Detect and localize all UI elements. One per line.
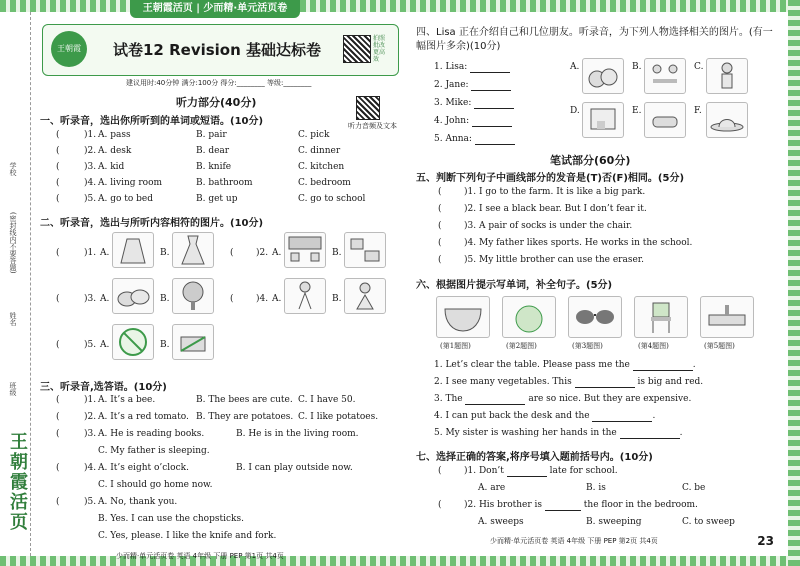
spine-seal-note: (密封线内不要答题) — [9, 212, 17, 274]
answer-paren[interactable]: ( — [56, 429, 60, 439]
option-a: A. It’s a red tomato. — [98, 412, 189, 422]
top-banner: 王朝霞活页 | 少而精·单元活页卷 — [130, 0, 300, 18]
answer-paren[interactable]: ( — [438, 221, 442, 231]
boy-reading-icon[interactable] — [284, 278, 326, 314]
section-1-title: 一、听录音，选出你所听到的单词或短语。(10分) — [40, 116, 264, 127]
q-num: )2. — [84, 412, 97, 422]
binding-spine — [0, 12, 31, 556]
pic-label: A. — [570, 62, 580, 72]
option-b: B. dear — [196, 146, 230, 156]
answer-paren[interactable]: ( — [56, 294, 60, 304]
answer-blank[interactable] — [471, 80, 511, 91]
tree-icon[interactable] — [172, 278, 214, 314]
option-a: A. It’s eight o’clock. — [98, 463, 189, 473]
pic-caption: (第5题图) — [704, 342, 735, 350]
q-text: My little brother can use the eraser. — [478, 255, 644, 265]
page-number: 23 — [757, 534, 774, 548]
q-text: the floor in the bedroom. — [583, 500, 698, 510]
tomato-icon[interactable] — [502, 296, 556, 338]
vegetables-icon[interactable] — [582, 58, 624, 94]
girl-sitting-icon[interactable] — [344, 278, 386, 314]
chair-icon[interactable] — [634, 296, 688, 338]
person-label: 2. Jane: — [434, 80, 469, 90]
answer-blank[interactable] — [472, 116, 512, 127]
pic-caption: (第2题图) — [506, 342, 537, 350]
sentence-text: . — [652, 411, 656, 421]
sentence-text: is big and red. — [637, 377, 704, 387]
potatoes-icon[interactable] — [112, 278, 154, 314]
q-row — [464, 500, 698, 511]
q-num: )4. — [84, 463, 97, 473]
q-num: )4. — [256, 294, 269, 304]
q-num: )2. — [256, 248, 269, 258]
option-label-b: B. — [160, 340, 170, 350]
option-b: B. knife — [196, 162, 232, 172]
answer-blank[interactable] — [575, 377, 635, 388]
option-label-a: A. — [272, 248, 282, 258]
answer-paren[interactable]: ( — [438, 500, 442, 510]
answer-paren[interactable]: ( — [56, 395, 60, 405]
listening-qr-caption: 听力音频及文本 — [348, 122, 397, 130]
q-row — [464, 238, 692, 248]
answer-paren[interactable]: ( — [438, 255, 442, 265]
answer-blank[interactable] — [465, 394, 525, 405]
q-num: )3. — [84, 294, 97, 304]
decorative-border-top — [0, 0, 800, 12]
option-label-a: A. — [100, 248, 110, 258]
answer-blank[interactable] — [545, 500, 581, 511]
q-text: late for school. — [549, 466, 618, 476]
option-c: C. be — [682, 483, 706, 493]
q-num: )1. — [84, 248, 97, 258]
sentence-text: . — [679, 428, 683, 438]
exam-title: 试卷12 Revision 基础达标卷 — [113, 41, 322, 59]
option-a: A. He is reading books. — [98, 429, 205, 439]
option-b: B. pair — [196, 130, 227, 140]
option-a: A. are — [478, 483, 506, 493]
pic-label: B. — [632, 62, 642, 72]
q-num: )1. — [84, 130, 97, 140]
option-label-b: B. — [160, 248, 170, 258]
answer-paren[interactable]: ( — [56, 130, 74, 140]
q-text: My father likes sports. He works in the school. — [478, 238, 693, 248]
option-c: C. Yes, please. I like the knife and fork. — [98, 531, 277, 541]
written-part-heading: 笔试部分(60分) — [550, 154, 631, 167]
bathroom-icon[interactable] — [644, 102, 686, 138]
boy-icon[interactable] — [706, 58, 748, 94]
answer-paren[interactable]: ( — [438, 466, 442, 476]
option-b: B. He is in the living room. — [236, 429, 359, 439]
option-b: B. get up — [196, 194, 238, 204]
footer-left: 少而精·单元活页卷 英语 4年级 下册 PEP 第1页 共4页 — [116, 552, 284, 560]
sentence-text: 1. Let’s clear the table. Please pass me the — [434, 360, 630, 370]
option-label-b: B. — [160, 294, 170, 304]
q-row — [464, 255, 644, 265]
name-row — [434, 98, 514, 109]
hat-icon[interactable] — [706, 102, 748, 138]
answer-paren[interactable]: ( — [230, 248, 234, 258]
answer-paren[interactable]: ( — [438, 204, 442, 214]
no-food-icon[interactable] — [172, 324, 214, 360]
option-b: B. sweeping — [586, 517, 642, 527]
option-a: A. pass — [98, 130, 131, 140]
answer-paren[interactable]: ( — [56, 178, 60, 188]
q-num: )1. Don’t — [464, 466, 504, 476]
fill-sentence — [434, 411, 655, 422]
brand-logo: 王朝霞 — [51, 31, 87, 67]
section-3-title: 三、听录音,选答语。(10分) — [40, 382, 167, 393]
spine-school-label: 学校 — [9, 162, 17, 176]
option-a: A. go to bed — [98, 194, 154, 204]
option-a: A. No, thank you. — [98, 497, 178, 507]
option-a: A. kid — [98, 162, 125, 172]
answer-paren[interactable]: ( — [56, 412, 60, 422]
answer-paren[interactable]: ( — [56, 248, 60, 258]
bowl-icon[interactable] — [436, 296, 490, 338]
option-a: A. desk — [98, 146, 132, 156]
sentence-text: 2. I see many vegetables. This — [434, 377, 572, 387]
pic-label: E. — [632, 106, 642, 116]
option-b: B. I can play outside now. — [236, 463, 353, 473]
footer-right: 少而精·单元活页卷 英语 4年级 下册 PEP 第2页 共4页 — [490, 537, 658, 545]
sunglasses-icon[interactable] — [568, 296, 622, 338]
q-text: I go to the farm. It is like a big park. — [478, 187, 646, 197]
q-num: )3. — [464, 221, 477, 231]
option-label-a: A. — [272, 294, 282, 304]
q-num: )4. — [84, 178, 97, 188]
option-b: B. The bees are cute. — [196, 395, 293, 405]
q-num: )5. — [84, 497, 97, 507]
option-c: C. My father is sleeping. — [98, 446, 210, 456]
q-num: )5. — [84, 340, 97, 350]
no-swimming-icon[interactable] — [112, 324, 154, 360]
q-row — [464, 221, 632, 231]
answer-paren[interactable]: ( — [56, 146, 60, 156]
listening-qr-icon[interactable] — [356, 96, 380, 120]
answer-blank[interactable] — [470, 62, 510, 73]
option-label-b: B. — [332, 294, 342, 304]
name-row — [434, 116, 512, 127]
option-a: A. sweeps — [478, 517, 524, 527]
answer-paren[interactable]: ( — [56, 162, 60, 172]
option-c: C. dinner — [298, 146, 341, 156]
q-num: )5. — [464, 255, 477, 265]
sentence-text: 3. The — [434, 394, 463, 404]
person-label: 1. Lisa: — [434, 62, 468, 72]
sentence-text: 5. My sister is washing her hands in the — [434, 428, 617, 438]
q-text: A pair of socks is under the chair. — [478, 221, 633, 231]
section-6-title: 六、根据图片提示写单词，补全句子。(5分) — [416, 280, 613, 291]
spine-class-label: 班级 — [9, 382, 17, 396]
q-num: )1. — [464, 187, 477, 197]
option-b: B. Yes. I can use the chopsticks. — [98, 514, 244, 524]
q-num: )5. — [84, 194, 97, 204]
option-b: B. is — [586, 483, 606, 493]
section-7-title: 七、选择正确的答案,将序号填入题前括号内。(10分) — [416, 452, 653, 463]
name-row — [434, 80, 511, 91]
option-c: C. bedroom — [298, 178, 351, 188]
person-label: 5. Anna: — [434, 134, 472, 144]
section-4-title: 四、Lisa 正在介绍自己和几位朋友。听录音，为下列人物选择相关的图片。(有一幅图片多余)(10分) — [416, 27, 773, 52]
classroom-icon[interactable] — [284, 232, 326, 268]
spine-name-label: 姓名 — [9, 312, 17, 326]
option-b: B. bathroom — [196, 178, 253, 188]
section-5-title: 五、判断下列句子中画线部分的发音是(T)否(F)相同。(5分) — [416, 173, 685, 184]
option-b: B. They are potatoes. — [196, 412, 294, 422]
answer-paren[interactable]: ( — [438, 187, 442, 197]
person-label: 4. John: — [434, 116, 470, 126]
option-label-a: A. — [100, 294, 110, 304]
option-c: C. I like potatoes. — [298, 412, 379, 422]
decorative-border-right — [788, 0, 800, 566]
pic-label: D. — [570, 106, 580, 116]
option-a: A. It’s a bee. — [98, 395, 156, 405]
sink-icon[interactable] — [700, 296, 754, 338]
option-a: A. living room — [98, 178, 163, 188]
section-2-title: 二、听录音，选出与所听内容相符的图片。(10分) — [40, 218, 264, 229]
room-chair-icon[interactable] — [582, 102, 624, 138]
q-row — [464, 204, 647, 214]
fill-sentence — [434, 377, 703, 388]
q-num: )3. — [84, 162, 97, 172]
title-box — [42, 24, 399, 76]
answer-paren[interactable]: ( — [56, 497, 60, 507]
fill-sentence — [434, 360, 696, 371]
q-row — [464, 466, 618, 477]
q-num: )2. — [464, 204, 477, 214]
room-icon[interactable] — [344, 232, 386, 268]
option-c: C. to sweep — [682, 517, 735, 527]
fill-sentence — [434, 428, 682, 439]
answer-paren[interactable]: ( — [438, 238, 442, 248]
q-num: )3. — [84, 429, 97, 439]
exam-meta: 建议用时:40分钟 满分:100分 得分:________ 等级:________ — [126, 79, 312, 87]
answer-blank[interactable] — [620, 428, 680, 439]
option-c: C. go to school — [298, 194, 366, 204]
name-row — [434, 134, 515, 145]
pic-caption: (第3题图) — [572, 342, 603, 350]
answer-paren[interactable]: ( — [56, 463, 60, 473]
listening-part-heading: 听力部分(40分) — [176, 96, 257, 109]
q-num: )2. His brother is — [464, 500, 543, 510]
option-label-a: A. — [100, 340, 110, 350]
skirt-icon[interactable] — [112, 232, 154, 268]
q-text: I see a black bear. But I don’t fear it. — [478, 204, 647, 214]
option-label-b: B. — [332, 248, 342, 258]
sentence-text: 4. I can put back the desk and the — [434, 411, 590, 421]
q-num: )1. — [84, 395, 97, 405]
spine-brand: 王朝霞活页 — [7, 432, 28, 532]
qr-tag: 拍照批改更高效 — [373, 35, 386, 63]
option-c: C. kitchen — [298, 162, 345, 172]
answer-paren[interactable]: ( — [56, 194, 60, 204]
sentence-text: . — [692, 360, 696, 370]
pic-label: F. — [694, 106, 702, 116]
pic-caption: (第1题图) — [440, 342, 471, 350]
person-label: 3. Mike: — [434, 98, 472, 108]
pic-caption: (第4题图) — [638, 342, 669, 350]
name-row — [434, 62, 510, 73]
family-dinner-icon[interactable] — [644, 58, 686, 94]
answer-blank[interactable] — [474, 98, 514, 109]
answer-paren[interactable]: ( — [230, 294, 234, 304]
answer-blank[interactable] — [507, 466, 547, 477]
pic-label: C. — [694, 62, 704, 72]
q-num: )2. — [84, 146, 97, 156]
option-c: C. pick — [298, 130, 330, 140]
dress-icon[interactable] — [172, 232, 214, 268]
option-c: C. I should go home now. — [98, 480, 213, 490]
qr-code-icon[interactable] — [343, 35, 371, 63]
answer-paren[interactable]: ( — [56, 340, 60, 350]
sentence-text: are so nice. But they are expensive. — [528, 394, 692, 404]
answer-blank[interactable] — [633, 360, 693, 371]
q-num: )4. — [464, 238, 477, 248]
q-row — [464, 187, 645, 197]
option-c: C. I have 50. — [298, 395, 356, 405]
answer-blank[interactable] — [592, 411, 652, 422]
fill-sentence — [434, 394, 691, 405]
answer-blank[interactable] — [475, 134, 515, 145]
